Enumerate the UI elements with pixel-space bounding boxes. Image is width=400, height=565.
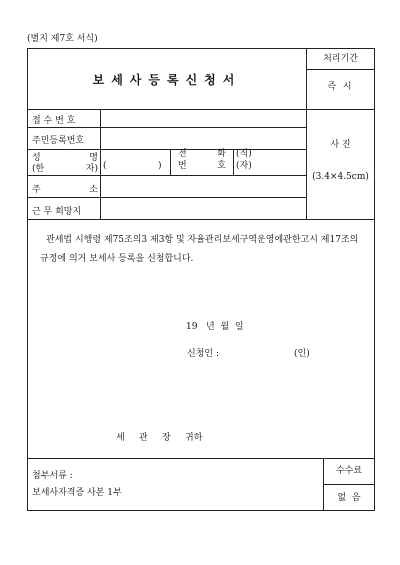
phone-home-label: (자) (236, 161, 252, 171)
divider (28, 109, 375, 110)
divider (28, 197, 306, 198)
applicant-label: 신청인 : (187, 349, 219, 359)
application-date: 19 년 월 일 (186, 322, 244, 332)
hanja-label: (한 자) (32, 164, 98, 174)
divider (28, 127, 306, 128)
resident-number-label: 주민등록번호 (32, 136, 85, 146)
phone-office-label: (직) (236, 149, 252, 159)
address-label: 주 소 (32, 185, 98, 195)
photo-label: 사 진 (330, 140, 351, 150)
name-paren-open: ( (103, 161, 107, 171)
divider (233, 149, 234, 175)
form-caption: (별지 제7호 서식) (27, 34, 98, 44)
fee-value: 없 음 (337, 493, 361, 503)
workplace-label: 근 무 희망지 (32, 207, 82, 217)
divider (306, 69, 375, 70)
seal-mark: (인) (294, 349, 310, 359)
registration-form (27, 48, 375, 511)
receipt-number-label: 접 수 번 호 (32, 116, 76, 126)
divider (170, 149, 171, 175)
name-label: 성 명 (32, 153, 98, 163)
declaration-text: 관세법 시행령 제75조의3 제3항 및 자율관리보세구역운영에관한고시 제17조의 규정에 의거 보세사 등록을 신청합니다. (40, 235, 359, 264)
divider (306, 109, 307, 219)
phone-label: 전 화 (178, 149, 226, 159)
divider (28, 219, 375, 220)
name-paren-close: ) (158, 161, 162, 171)
addressee: 세 관 장 귀하 (116, 433, 203, 443)
fee-label: 수수료 (335, 466, 363, 476)
phone-number-label: 번 호 (178, 161, 226, 171)
photo-size: (3.4×4.5cm) (312, 172, 369, 182)
divider (323, 484, 375, 485)
attachments-item: 보세사자격증 사본 1부 (32, 488, 122, 498)
divider (100, 109, 101, 219)
attachments-label: 첨부서류 : (32, 471, 73, 481)
divider (28, 175, 306, 176)
processing-period-label: 처리기간 (323, 54, 358, 64)
form-title: 보세사등록신청서 (92, 73, 242, 87)
processing-period-value: 즉 시 (327, 82, 354, 92)
